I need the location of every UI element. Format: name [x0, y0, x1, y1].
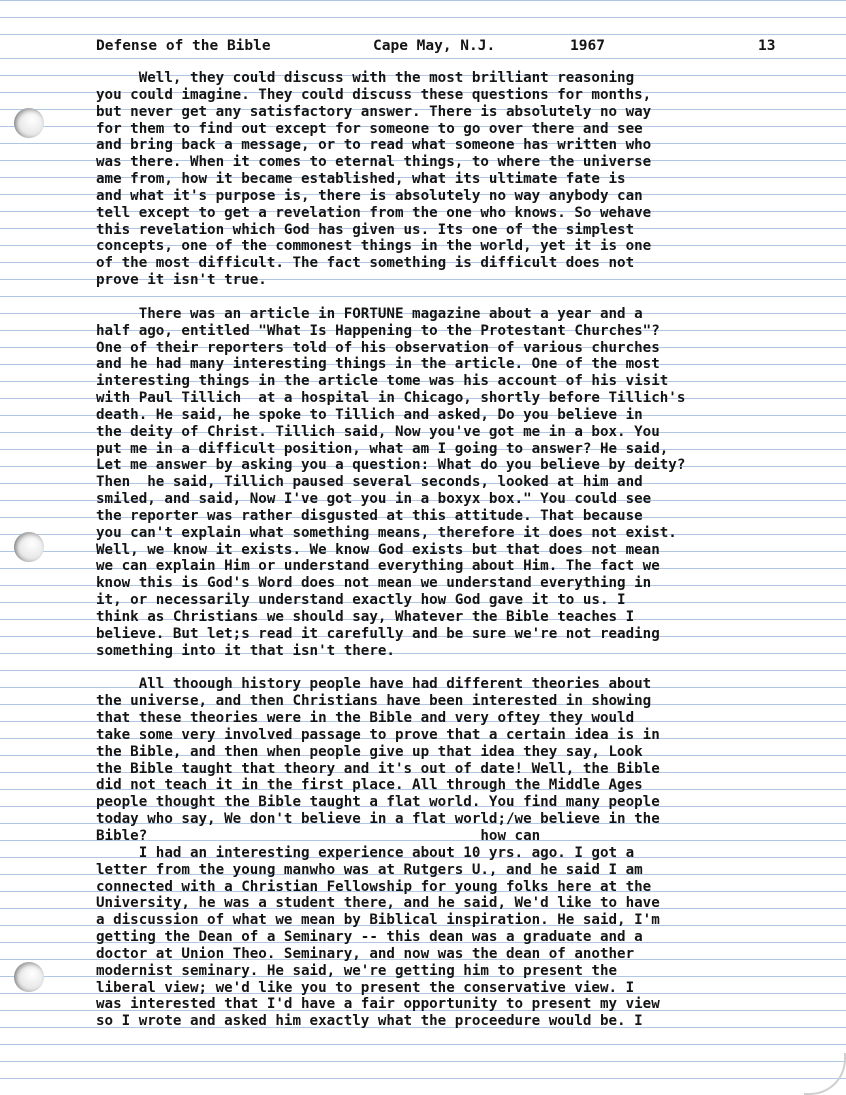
text-line: Let me answer by asking you a question: What do you believe by deity? [96, 457, 686, 474]
text-line: put me in a difficult position, what am I going to answer? He said, [96, 440, 669, 457]
text-line: was interested that I'd have a fair opportunity to present my view [96, 996, 660, 1013]
paragraph [96, 306, 816, 660]
text-line: doctor at Union Theo. Seminary, and now was the dean of another [96, 945, 635, 962]
document-place: Cape May, N.J. [373, 38, 496, 54]
binder-hole-bottom [14, 962, 44, 992]
text-line: interesting things in the article tome was his account of his visit [96, 373, 669, 390]
paragraph-gap [96, 289, 816, 306]
text-line: this revelation which God has given us. Its one of the simplest [96, 221, 635, 238]
text-line: the deity of Christ. Tillich said, Now you've got me in a box. You [96, 423, 660, 440]
text-line: a discussion of what we mean by Biblical inspiration. He said, I'm [96, 912, 660, 929]
text-line: There was an article in FORTUNE magazine about a year and a [96, 305, 643, 322]
text-line: we can explain Him or understand everything about Him. The fact we [96, 558, 660, 575]
text-line: Then he said, Tillich paused several seconds, looked at him and [96, 474, 643, 491]
text-line: take some very involved passage to prove that a certain idea is in [96, 726, 660, 743]
text-line: the universe, and then Christians have been interested in showing [96, 693, 652, 710]
text-line: think as Christians we should say, Whatever the Bible teaches I [96, 609, 635, 625]
text-line: Well, they could discuss with the most brilliant reasoning [96, 70, 635, 86]
text-line: people thought the Bible taught a flat world. You find many people [96, 794, 660, 811]
page-corner [804, 1053, 846, 1095]
text-line: modernist seminary. He said, we're getting him to present the [96, 962, 618, 979]
text-line: getting the Dean of a Seminary -- this dean was a graduate and a [96, 929, 643, 946]
paragraph-gap [96, 660, 816, 677]
text-line: and what it's purpose is, there is absolutely no way anybody can [96, 187, 643, 204]
document-title: Defense of the Bible [96, 38, 271, 54]
text-line: it, or necessarily understand exactly how God gave it to us. I [96, 592, 626, 609]
text-line: death. He said, he spoke to Tillich and asked, Do you believe in [96, 406, 643, 423]
text-line: ame from, how it became established, what its ultimate fate is [96, 171, 626, 188]
paragraph [96, 70, 816, 289]
text-line: the Bible, and then when people give up that idea they say, Look [96, 743, 643, 760]
paragraph [96, 676, 816, 1030]
page-number: 13 [758, 38, 776, 54]
text-line: you can't explain what something means, therefore it does not exist. [96, 524, 677, 541]
text-line: know this is God's Word does not mean we understand everything in [96, 575, 652, 592]
text-line: was there. When it comes to eternal things, to where the universe [96, 154, 652, 171]
text-line: liberal view; we'd like you to present the conservative view. I [96, 979, 635, 996]
text-line: prove it isn't true. [96, 272, 267, 289]
text-line: that these theories were in the Bible and very oftey they would [96, 710, 635, 727]
text-line: believe. But let;s read it carefully and be sure we're not reading [96, 625, 660, 642]
binder-hole-top [14, 108, 44, 138]
text-line: something into it that isn't there. [96, 642, 395, 659]
text-line: the Bible taught that theory and it's out of date! Well, the Bible [96, 760, 660, 777]
text-line: One of their reporters told of his observation of various churches [96, 339, 660, 356]
text-line: Bible? how can [96, 827, 541, 844]
text-line: concepts, one of the commonest things in the world, yet it is one [96, 238, 652, 255]
text-line: did not teach it in the first place. All through the Middle Ages [96, 777, 643, 794]
page-header [96, 36, 786, 56]
text-line: but never get any satisfactory answer. There is absolutely no way [96, 103, 652, 120]
text-line: connected with a Christian Fellowship for young folks here at the [96, 878, 652, 895]
text-line: smiled, and said, Now I've got you in a boxyx box." You could see [96, 491, 652, 508]
text-line: All thoough history people have had different theories about [96, 676, 652, 693]
text-line: the reporter was rather disgusted at this attitude. That because [96, 507, 643, 524]
text-line: for them to find out except for someone to go over there and see [96, 120, 643, 137]
text-line: University, he was a student there, and he said, We'd like to have [96, 895, 660, 912]
document-body [96, 70, 816, 1030]
text-line: letter from the young manwho was at Rutgers U., and he said I am [96, 861, 643, 878]
text-line: and he had many interesting things in the article. One of the most [96, 356, 660, 373]
text-line: tell except to get a revelation from the one who knows. So wehave [96, 204, 652, 221]
text-line: today who say, We don't believe in a flat world;/we believe in the [96, 811, 660, 828]
text-line: I had an interesting experience about 10 yrs. ago. I got a [96, 844, 635, 861]
binder-hole-middle [14, 532, 44, 562]
text-line: so I wrote and asked him exactly what the proceedure would be. I [96, 1013, 643, 1030]
document-year: 1967 [570, 38, 605, 54]
text-line: with Paul Tillich at a hospital in Chicago, shortly before Tillich's [96, 390, 686, 407]
text-line: of the most difficult. The fact something is difficult does not [96, 255, 635, 272]
text-line: Well, we know it exists. We know God exists but that does not mean [96, 541, 660, 558]
text-line: and bring back a message, or to read what someone has written who [96, 137, 652, 154]
text-line: you could imagine. They could discuss these questions for months, [96, 86, 652, 103]
text-line: half ago, entitled "What Is Happening to the Protestant Churches"? [96, 322, 660, 339]
